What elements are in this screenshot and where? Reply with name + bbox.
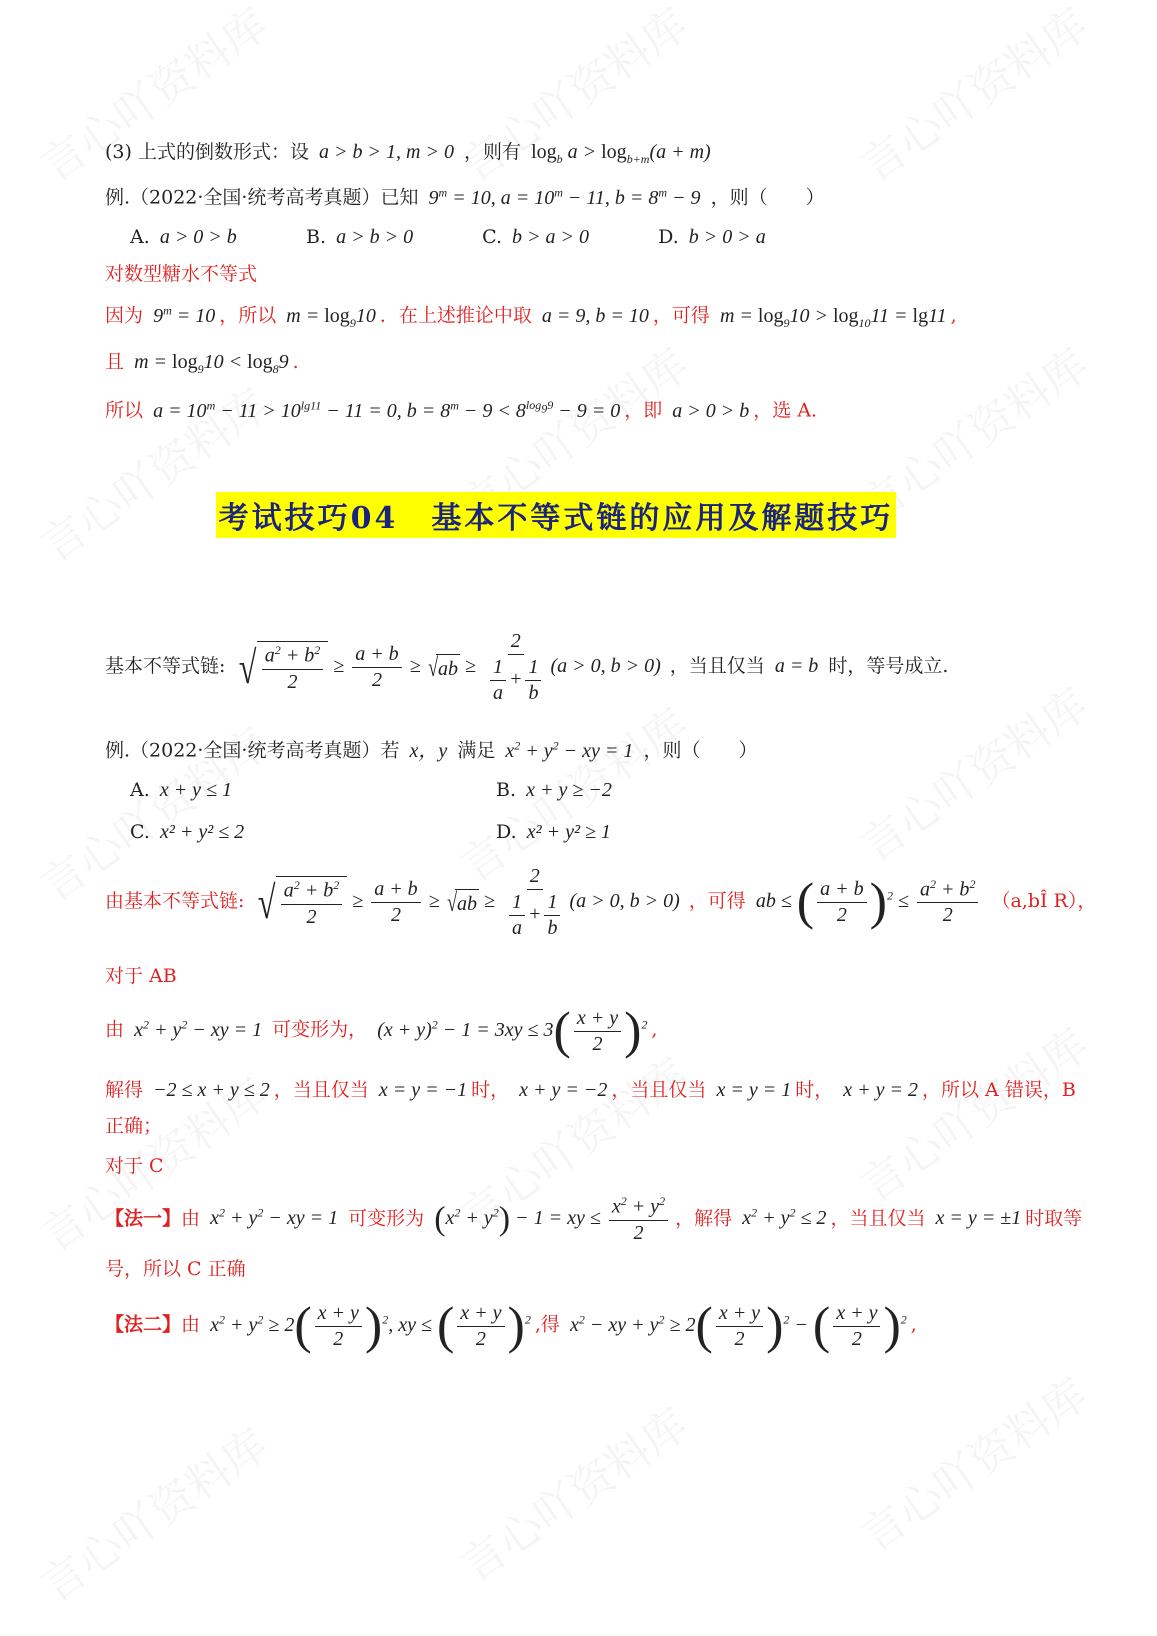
option-d[interactable]: D. b > 0 > a <box>658 226 766 248</box>
watermark-text <box>846 1010 1099 1214</box>
section-3-line <box>105 140 715 166</box>
example-2-condition: $x^2 + y^2$ − xy = 1 <box>505 738 634 762</box>
solution-2-line-4: 解得 −2 ≤ x + y ≤ 2 ，当且仅当 x = y = −1 时， x + y = −2 ，当且仅当 x = y = 1 时， x + y = 2 ，所以 A 错误，B <box>105 1079 1076 1101</box>
watermark-text <box>846 0 1099 194</box>
method-2-line-1: 【法二】由 $x^2 + y^2 \ge 2$( $\frac{x + y}{2}$ )$^2$, xy ≤ ( $\frac{x + y}{2}$ )$^2$ ,得 $x^2$ − xy + $y^2 \ge 2$( $\frac{x + y}{2}$ )$^2$ − ( $\frac{x + y}{2}$ )$^2$ , <box>105 1297 917 1354</box>
chain-label: 基本不等式链: <box>105 655 226 678</box>
solution-2-line-3: 由 $x^2 + y^2$ − xy = 1 可变形为， $(x + y)^2 - 1 = 3xy \le 3$( $\frac{x + y}{2}$ )$^2$ , <box>105 1002 658 1059</box>
solution-2-c-title: 对于 C <box>105 1155 164 1177</box>
example-1-stem <box>105 185 825 210</box>
method-1-line-2: 号，所以 C 正确 <box>105 1258 246 1280</box>
method-1-tag: 【法一】 <box>105 1207 182 1230</box>
example-2-stem: 例.（2022·全国·统考高考真题）若 x，y 满足 $x^2 + y^2$ − xy = 1 ，则（ ） <box>105 738 758 762</box>
example-1-intro: 例.（2022·全国·统考高考真题）已知 <box>105 186 419 209</box>
example-1-condition: $9^m = 10$, $a = 10^m - 11$, $b = 8^m - 9$ <box>428 185 701 209</box>
example-1-end: ，则（ ） <box>710 186 825 209</box>
solution-2-line-1: 由基本不等式链: √ $\frac{a^2 + b^2}{2}$ ≥ $\frac{a + b}{2}$ ≥ √ ab ≥ 2 $\frac{1}{a}$ + $\frac{1}{b}$ (a > 0, b > 0) ，可得 ab ≤ ( $\frac{a + b}{2}$ )$^2$ ≤ $\frac{a^2 + b^2}{2}$ （a,bÎ R）， <box>105 865 1097 939</box>
solution-2-ab-title: 对于 AB <box>105 965 177 987</box>
solution-1-line-1: 因为 $9^m = 10$ ，所以 $m = \log_910$ ．在上述推论中取 a = 9, b = 10 ，可得 $m = \log_910 > \log_{10}11 = \lg 11$ , <box>105 303 957 330</box>
option-c[interactable]: C. x² + y² ≤ 2 <box>130 821 245 843</box>
example-1-options <box>130 225 828 249</box>
option-c[interactable]: C. b > a > 0 <box>482 226 590 248</box>
watermark-text <box>446 1390 699 1594</box>
solution-1-line-2: 且 $m = \log_910 < \log_89$ . <box>105 351 299 376</box>
watermark-text <box>26 1410 279 1614</box>
inequality-chain-line: 基本不等式链: √ $\frac{a^2 + b^2}{2}$ ≥ $\frac{a + b}{2}$ ≥ √ ab ≥ 2 $\frac{1}{a}$ + $\frac{1}{b}$ (a > 0, b > 0) ，当且仅当 a = b 时，等号成立. <box>105 630 949 704</box>
option-a[interactable]: A. x + y ≤ 1 <box>130 779 233 801</box>
section-3-condition: a > b > 1, m > 0 <box>319 141 454 163</box>
solution-2-line-5: 正确； <box>105 1115 163 1137</box>
option-d[interactable]: D. x² + y² ≥ 1 <box>496 821 611 843</box>
watermark-text <box>846 1360 1099 1564</box>
section-3-text-b: ，则有 <box>464 141 522 163</box>
section-3-text: (3) 上式的倒数形式：设 <box>105 141 309 163</box>
chain-formula: √ $\frac{a^2 + b^2}{2}$ ≥ $\frac{a + b}{2}$ ≥ √ ab ≥ 2 $\frac{1}{a}$ + $\frac{1}{b}$ (a > 0, b > 0) <box>239 630 666 704</box>
option-b[interactable]: B. a > b > 0 <box>306 226 414 248</box>
section-banner: 考试技巧04 基本不等式链的应用及解题技巧 <box>216 492 896 538</box>
option-a[interactable]: A. a > 0 > b <box>130 226 237 248</box>
solution-1-title: 对数型糖水不等式 <box>105 263 258 285</box>
chain-equality-condition: a = b <box>774 655 819 678</box>
option-b[interactable]: B. x + y ≥ −2 <box>496 779 612 801</box>
method-2-tag: 【法二】 <box>105 1313 182 1336</box>
example-2-options-row-1 <box>130 778 856 802</box>
example-2-options-row-2 <box>130 820 856 844</box>
method-1-line-1: 【法一】由 $x^2 + y^2$ − xy = 1 可变形为 $(x^2 + y^2) - 1$ = xy ≤ $\frac{x^2 + y^2}{2}$ ，解得 $x^2 + y^2 \le 2$ ，当且仅当 x = y = ±1 时取等 <box>105 1194 1083 1244</box>
section-3-formula: $\log_b a > \log_{b+m}(a + m)$ <box>531 141 711 166</box>
solution-1-line-3: 所以 $a = 10^m - 11 > 10^{lg11} - 11 = 0$, $b = 8^m - 9 < 8^{log_99} - 9 = 0$ ，即 a > 0 > b ，选 A. <box>105 398 818 422</box>
